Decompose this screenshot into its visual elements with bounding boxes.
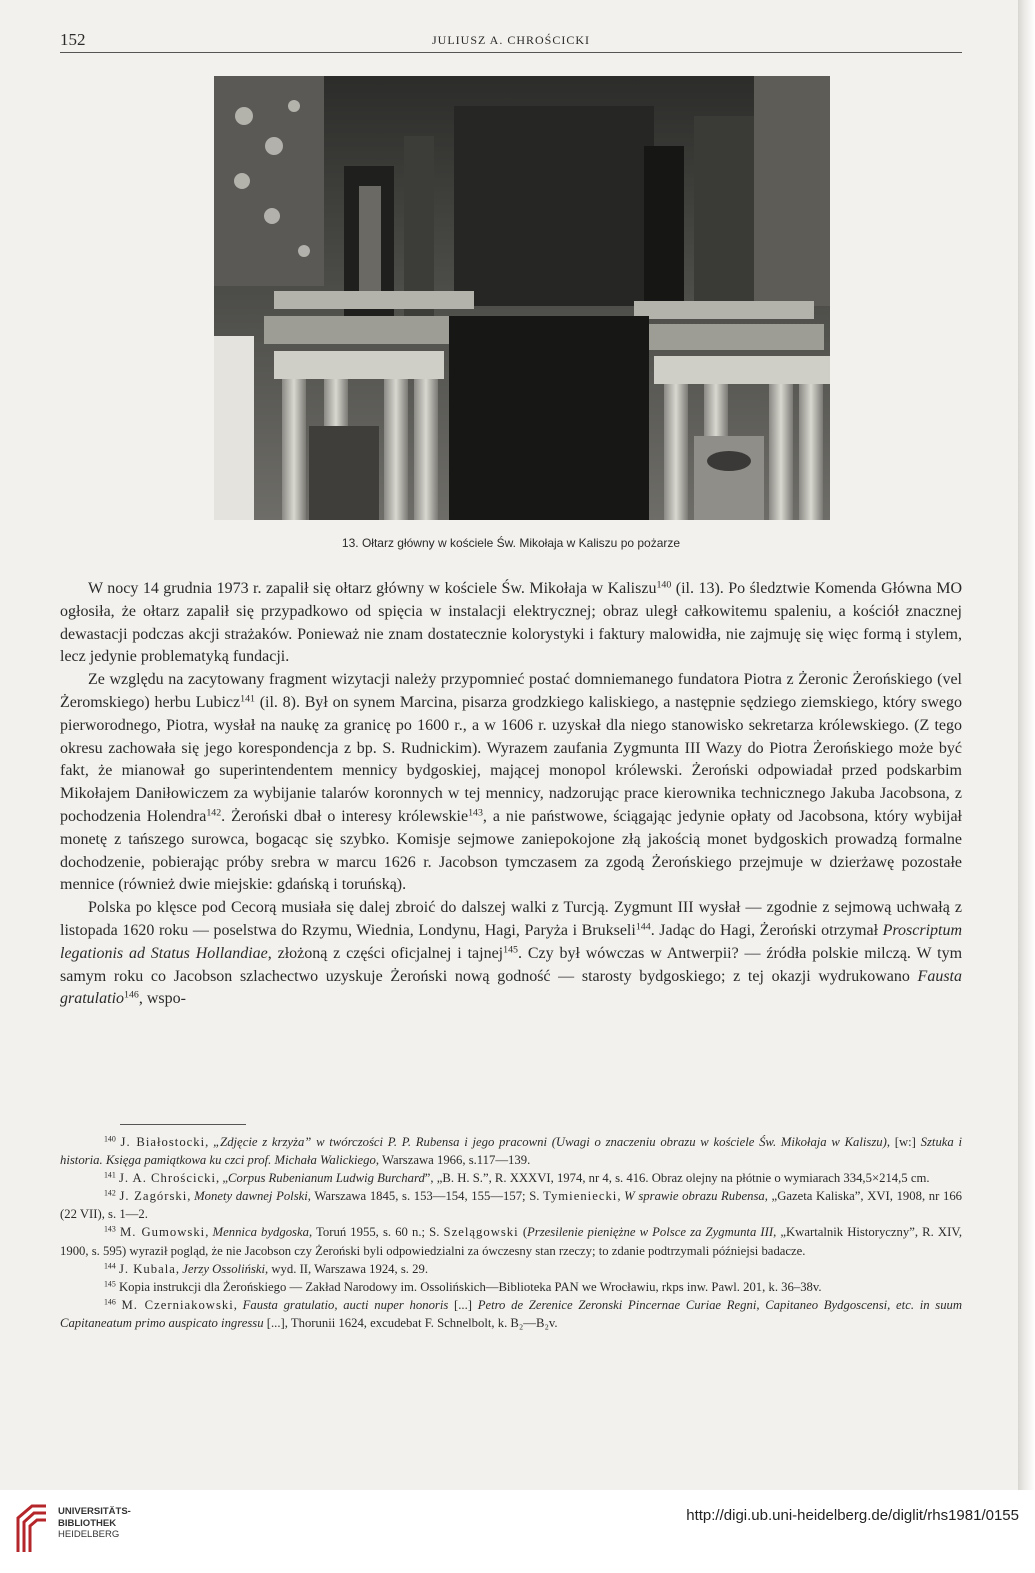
footnote-ref[interactable]: 146 xyxy=(124,989,139,1001)
footnote-ref[interactable]: 142 xyxy=(206,807,222,819)
text-run: , xyxy=(233,1297,243,1312)
text-run: , xyxy=(205,1135,214,1149)
footnote-author: M. Gumowski xyxy=(119,1225,206,1240)
text-run: Kopia instrukcji dla Żerońskiego — Zakład Narodowy im. Ossolińskich—Biblioteka PAN we Wrocławiu, rkps inw. Pawl. 201, k. 36–38v. xyxy=(115,1279,822,1294)
footnote-144 xyxy=(60,1260,962,1278)
italic-title: Fausta gratulatio, aucti nuper honoris xyxy=(242,1297,449,1312)
paragraph-2 xyxy=(60,669,962,897)
footnote-number: 143 xyxy=(104,1225,116,1235)
italic-title: Proscriptum legationis ad Status Hollandiae xyxy=(60,921,963,962)
library-name-line: BIBLIOTHEK xyxy=(58,1517,117,1529)
header-rule xyxy=(60,52,962,53)
altar-photograph xyxy=(214,76,830,520)
article-body xyxy=(60,578,962,1011)
text-run: ”, „B. H. S.”, R. XXXVI, 1974, nr 4, s. 416. Obraz olejny na płótnie o wymiarach 334,5×214,5 cm. xyxy=(424,1171,930,1186)
text-run: , xyxy=(617,1189,625,1204)
text-run: , xyxy=(187,1189,195,1204)
text-run: Ze względu na zacytowany fragment wizytacji należy przypomnieć postać domniemanego fundatora Piotra z Żeronic Żerońskiego (vel Żeromskiego) herbu Lubicz xyxy=(60,671,962,711)
text-run: , [w:] xyxy=(886,1135,921,1149)
footnote-number: 146 xyxy=(104,1297,116,1307)
footnote-140 xyxy=(60,1133,962,1169)
footnote-number: 140 xyxy=(104,1134,116,1144)
figure-caption: 13. Ołtarz główny w kościele Św. Mikołaja w Kaliszu po pożarze xyxy=(341,536,681,550)
footnote-143 xyxy=(60,1223,962,1259)
text-run: , „Gazeta Kaliska”, XVI, 1908, nr 166 (22 VII), s. 1—2. xyxy=(60,1189,963,1222)
text-run: , „Kwartalnik Historyczny”, R. XIV, 1900, s. 595) wyraził pogląd, że nie Jacobson czy Żeroński byli odpowiedzialni za ówczesny stan rzeczy; to zdanie podtrzymali późniejsi badacze. xyxy=(60,1225,963,1258)
running-header xyxy=(60,30,962,52)
footnotes xyxy=(60,1133,962,1332)
footnote-number: 145 xyxy=(104,1279,116,1289)
library-name-line: UNIVERSITÄTS- xyxy=(58,1506,131,1517)
permalink-url[interactable]: http://digi.ub.uni-heidelberg.de/diglit/rhs1981/0155 xyxy=(686,1507,1019,1524)
footnote-author: J. Kubala xyxy=(118,1261,176,1276)
text-run: . Czy był wówczas w Antwerpii? — źródła polskie milczą. W tym samym roku co Jacobson szlachectwo uzyskuje Żeroński nową godność — starosty bydgoskiego; z tej okazji wydrukowano xyxy=(60,944,963,985)
university-library-logo-icon[interactable] xyxy=(10,1500,50,1558)
footnote-ref[interactable]: 144 xyxy=(635,921,651,933)
italic-title: Fausta gratulatio xyxy=(60,967,962,1008)
text-run: , Toruń 1955, s. 60 n.; S. xyxy=(308,1225,444,1240)
footnote-ref[interactable]: 141 xyxy=(240,693,255,705)
page-number: 152 xyxy=(60,30,86,49)
library-name[interactable] xyxy=(58,1506,131,1541)
italic-title: Monety dawnej Polski xyxy=(194,1189,308,1204)
footnote-rule xyxy=(120,1124,246,1125)
footnote-author: J. Zagórski xyxy=(119,1189,188,1204)
text-run: (il. 8). Był on synem Marcina, pisarza grodzkiego kaliskiego, a następnie sędziego ziemskiego, który swego pierworodnego, Piotra, wysłał na naukę za granicę po 1600 r., a w 1606 r. uzyskał dla niego stanowisko sekretarza królewskiego. (Z tego okresu zachowała się jego korespondencja z bp. S. Rudnickim). Wyrazem zaufania Zygmunta III Wazy do Piotra Żerońskiego może być fakt, że mianował go superintendentem mennicy bydgoskiej, mającej monopol królewski. Żeroński odpowiadał przed podskarbim Mikołajem Daniłowiczem za wybijanie talarów koronnych w tej mennicy, nadzorując prace kierownika technicznego Jakuba Jacobsona, z pochodzenia Holendra xyxy=(60,693,963,825)
footnote-141 xyxy=(60,1169,962,1187)
italic-title: Corpus Rubenianum Ludwig Burchard xyxy=(228,1171,425,1186)
paragraph-1 xyxy=(60,578,962,669)
text-run: W nocy 14 grudnia 1973 r. zapalił się ołtarz główny w kościele Św. Mikołaja w Kaliszu xyxy=(88,580,657,597)
viewer-footer xyxy=(0,1490,1035,1573)
footnote-author: J. A. Chrościcki xyxy=(118,1171,217,1186)
library-name-line: HEIDELBERG xyxy=(58,1529,120,1540)
text-run: [...], Thorunii 1624, excudebat F. Schnelbolt, k. B₂—B₂v. xyxy=(263,1315,558,1330)
text-run: (il. 13). Po śledztwie Komenda Główna MO ogłosiła, że ołtarz zapalił się przypadkowo od spięcia w instalacji elektrycznej; obraz uległ całkowitemu spaleniu, a kościół znacznej dewastacji podczas akcji strażaków. Ponieważ nie znam dostatecznie kolorystyki i faktury malowidła, nie zajmuję się więc formą i stylem, lecz jedynie problematyką fundacji. xyxy=(60,580,962,666)
italic-title: „Zdjęcie z krzyża” w twórczości P. P. Rubensa i jego pracowni (Uwagi o znaczeniu obrazu w kościele Św. Mikołaja w Kaliszu) xyxy=(213,1135,887,1149)
text-run: , wyd. II, Warszawa 1924, s. 29. xyxy=(265,1261,428,1276)
footnote-author: M. Czerniakowski xyxy=(121,1297,234,1312)
text-run: . Żeroński dbał o interesy królewskie xyxy=(221,807,469,825)
italic-title: Jerzy Ossoliński xyxy=(182,1261,266,1276)
text-run: , xyxy=(175,1261,183,1276)
text-run: . Jadąc do Hagi, Żeroński otrzymał xyxy=(650,921,883,939)
footnote-author: Szelągowski xyxy=(443,1225,519,1240)
italic-title: Petro de Zerenice Zeronski Pincernae Curiae Regni, Capitaneo Bydgoscensi, etc. in suum Capitaneatum primo auspicato ingressu xyxy=(60,1297,963,1330)
text-run: , Warszawa 1845, s. 153—154, 155—157; S. xyxy=(307,1189,544,1204)
paragraph-3 xyxy=(60,897,962,1011)
text-run: Polska po klęsce pod Cecorą musiała się dalej zbroić do dalszej walki z Turcją. Zygmunt III wysłał — zgodnie z sejmową uchwałą z listopada 1620 roku — poselstwa do Rzymu, Wiednia, Londynu, Hagi, Paryża i Brukseli xyxy=(60,899,962,939)
running-title: JULIUSZ A. CHROŚCICKI xyxy=(431,33,590,47)
footnote-145 xyxy=(60,1278,962,1296)
footnote-number: 141 xyxy=(104,1170,116,1180)
footnote-number: 142 xyxy=(104,1188,116,1198)
footnote-ref[interactable]: 143 xyxy=(468,807,483,819)
footnote-146 xyxy=(60,1296,962,1332)
altar-photograph-drawing xyxy=(214,76,830,520)
text-run: , Warszawa 1966, s.117—139. xyxy=(375,1153,531,1168)
text-run: , xyxy=(205,1225,213,1240)
text-run: [...] xyxy=(448,1297,478,1312)
text-run: , wspo- xyxy=(138,990,186,1008)
text-run: , złożoną z części oficjalnej i tajnej xyxy=(267,944,504,962)
page-edge-shadow xyxy=(1018,0,1035,1490)
footnote-number: 144 xyxy=(104,1261,116,1271)
italic-title: Sztuka i historia. Księga pamiątkowa ku czci prof. Michała Walickiego xyxy=(60,1135,963,1168)
text-run: , a nie państwowe, ściągając jedynie opłaty od Jacobsona, który wybijał monetę z tańszego surowca, bogacąc się szybko. Komisje sejmowe zaniepokojone złą jakością monet bydgoskich prowadzą formalne dochodzenie, pobierając próby srebra w marcu 1626 r. Jacobson tymczasem za zgodą Żerońskiego przejmuje w dzierżawę pozostałe mennice (również dwie miejskie: gdańską i toruńską). xyxy=(60,807,962,894)
footnote-author: Tymieniecki xyxy=(543,1189,618,1204)
footnote-142 xyxy=(60,1187,962,1223)
footnote-author: J. Białostocki xyxy=(120,1135,206,1149)
text-run: ( xyxy=(518,1225,528,1240)
italic-title: W sprawie obrazu Rubensa xyxy=(624,1189,765,1204)
italic-title: Mennica bydgoska xyxy=(212,1225,309,1240)
text-run: , „ xyxy=(216,1171,229,1186)
footnote-ref[interactable]: 140 xyxy=(656,579,672,591)
footnote-ref[interactable]: 145 xyxy=(503,944,518,956)
italic-title: Przesilenie pieniężne w Polsce za Zygmunta III xyxy=(527,1225,774,1240)
